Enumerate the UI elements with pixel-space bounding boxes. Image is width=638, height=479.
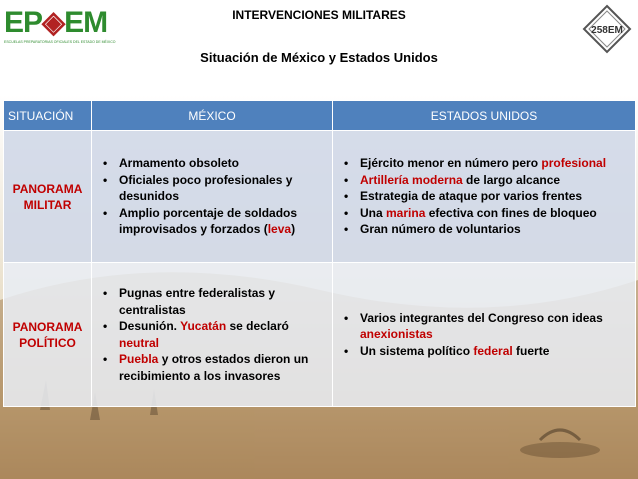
list-item [119, 318, 325, 351]
list-item [360, 343, 628, 360]
school-logo-caption: ESCUELAS PREPARATORIAS OFICIALES DEL ESTADO DE MÉXICO [4, 40, 116, 44]
page-subtitle: Situación de México y Estados Unidos [200, 50, 438, 65]
bullet-list [93, 155, 331, 238]
list-item [360, 221, 628, 238]
list-item-text: Una [360, 205, 387, 220]
list-item [360, 172, 628, 189]
cell-usa-militar [333, 131, 636, 263]
table-row [4, 131, 636, 263]
column-header-estados-unidos: ESTADOS UNIDOS [333, 101, 636, 131]
list-item-text: Estrategia de ataque por varios frentes [360, 189, 583, 204]
column-header-situacion: SITUACIÓN [4, 101, 92, 131]
list-item-text: Desunión. [119, 319, 181, 333]
highlight-text: federal [473, 343, 513, 358]
bullet-list [93, 285, 331, 384]
list-item-text: Pugnas entre federalistas y centralistas [119, 286, 276, 317]
column-header-mexico: MÉXICO [92, 101, 333, 131]
highlight-text: marina [386, 205, 426, 220]
page-top-title: INTERVENCIONES MILITARES [232, 8, 406, 22]
highlight-text: profesional [541, 156, 607, 171]
seal-text: 258EM [591, 25, 623, 36]
list-item-text: ) [291, 222, 296, 237]
school-logo: EP◈EM ESCUELAS PREPARATORIAS OFICIALES DEL ESTADO DE MÉXICO [4, 6, 116, 44]
list-item [119, 172, 325, 205]
list-item [119, 205, 325, 238]
list-item [360, 205, 628, 222]
list-item-text: Oficiales poco profesionales y desunidos [119, 172, 293, 204]
highlight-text: Artillería moderna [360, 172, 463, 187]
table-row [4, 263, 636, 407]
list-item-text: Armamento obsoleto [119, 156, 240, 171]
list-item-text: efectiva con fines de bloqueo [425, 205, 597, 220]
bullet-list [334, 310, 634, 360]
cell-mexico-militar [92, 131, 333, 263]
list-item-text: Gran número de voluntarios [360, 222, 521, 237]
list-item-text: Varios integrantes del Congreso con ideas [360, 310, 603, 325]
table-header-row [4, 101, 636, 131]
list-item-text: fuerte [512, 343, 550, 358]
cell-mexico-politico [92, 263, 333, 407]
cell-usa-politico [333, 263, 636, 407]
list-item-text: Ejército menor en número pero [360, 156, 542, 171]
list-item [360, 310, 628, 343]
list-item [360, 155, 628, 172]
highlight-text: neutral [119, 335, 160, 350]
list-item [119, 155, 325, 172]
bullet-list [334, 155, 634, 238]
row-header-politico: PANORAMA POLÍTICO [4, 263, 92, 407]
list-item-text: se declaró [226, 319, 289, 333]
list-item [119, 351, 325, 384]
list-item-text: y otros estados dieron un recibimiento a los invasores [119, 352, 309, 383]
row-header-militar: PANORAMA MILITAR [4, 131, 92, 263]
highlight-text: Yucatán [180, 319, 227, 333]
highlight-text: anexionistas [360, 327, 433, 342]
highlight-text: leva [267, 222, 292, 237]
list-item-text: Un sistema político [360, 343, 474, 358]
list-item-text: de largo alcance [462, 172, 561, 187]
list-item-text: Amplio porcentaje de soldados improvisados y forzados ( [119, 205, 298, 237]
list-item [119, 285, 325, 318]
list-item [360, 188, 628, 205]
comparison-table [3, 100, 636, 407]
highlight-text: Puebla [119, 352, 159, 366]
